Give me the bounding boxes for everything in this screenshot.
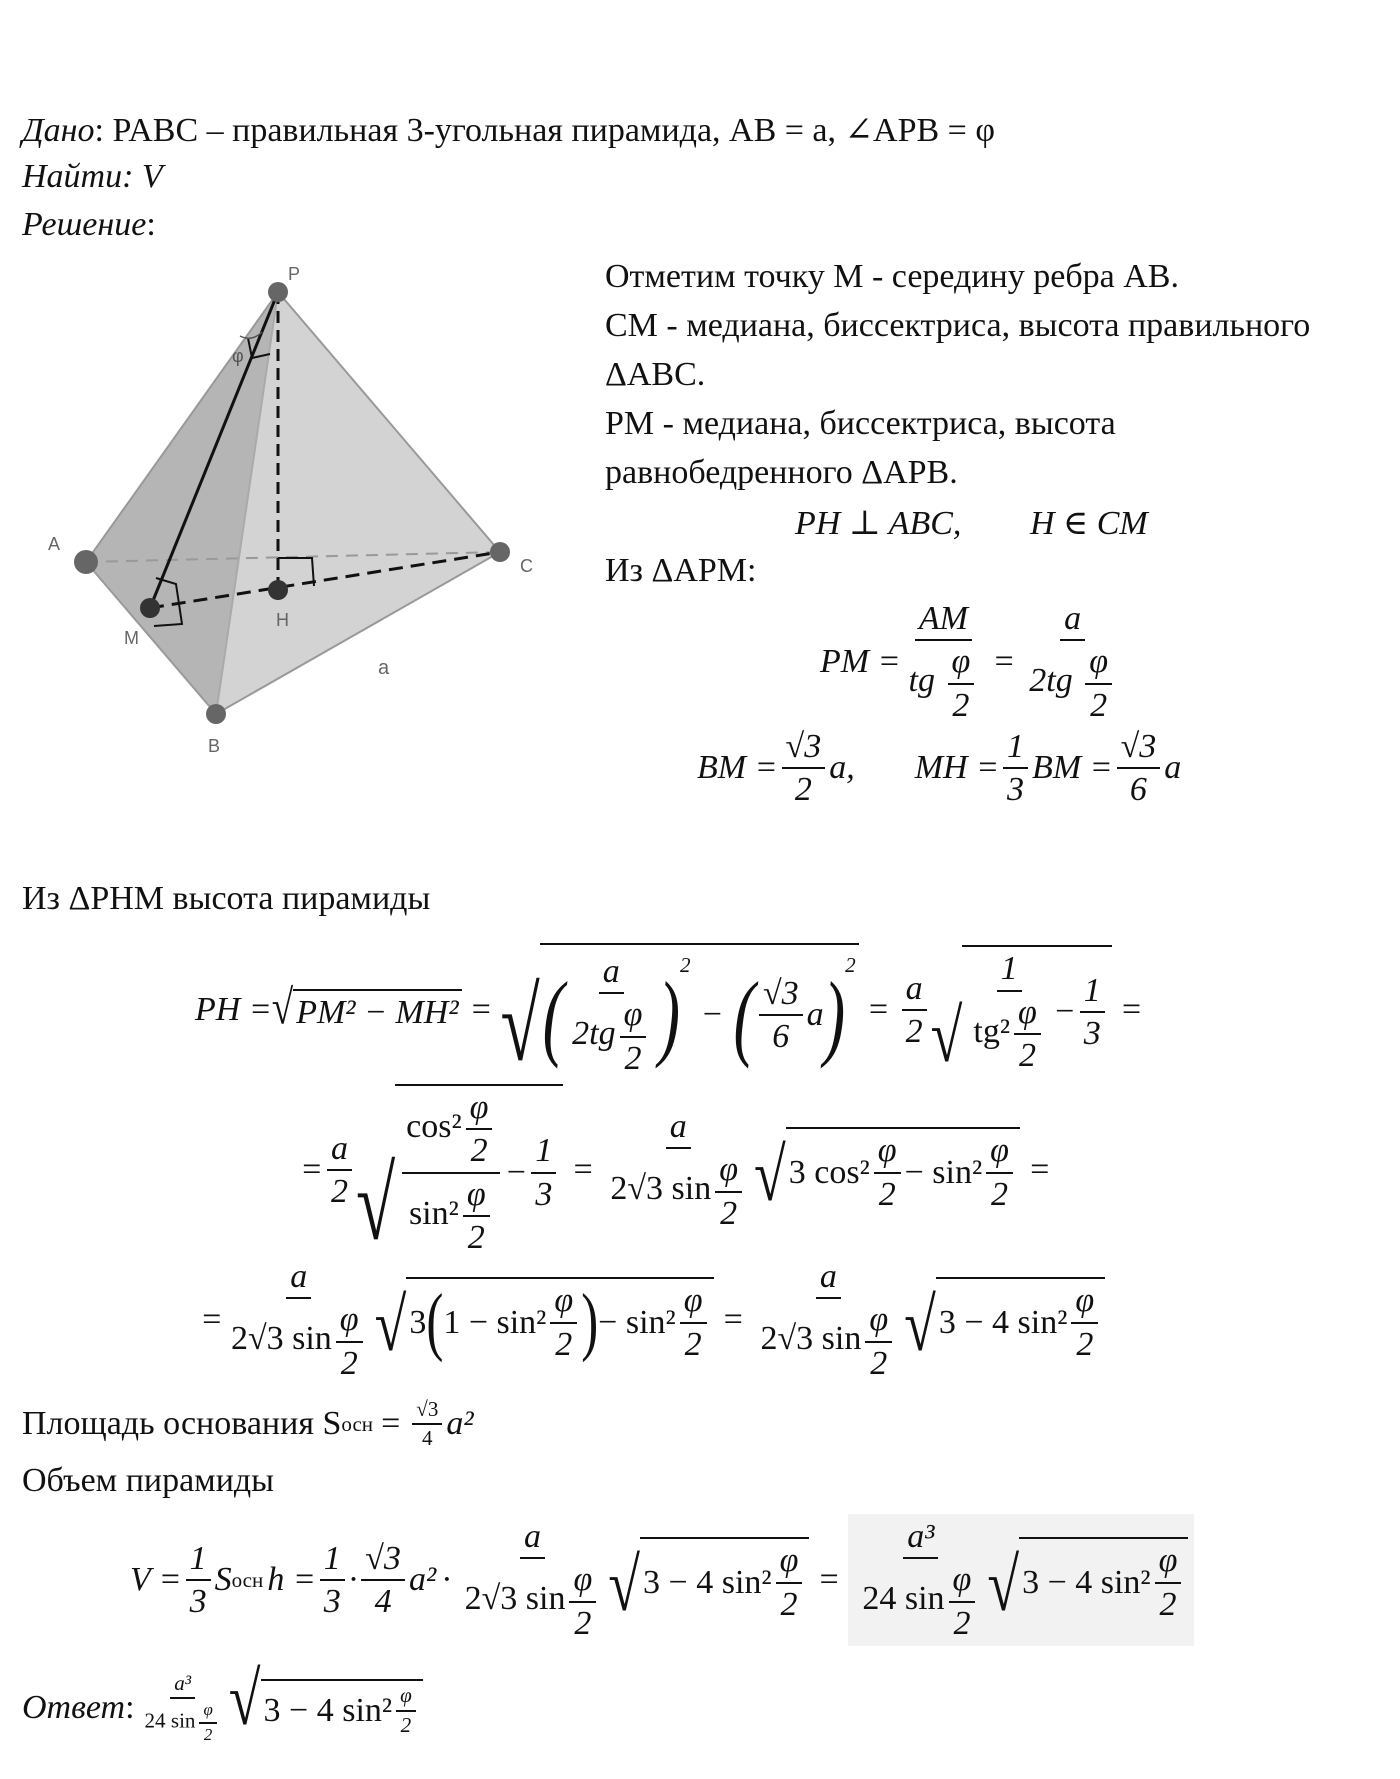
ph-root-2: √ ( a 2tg $\frac{\varphi}{2}$ ) 2 − ( $\frac{√3}{6}$ a ) 2 [500,943,858,1077]
ph-lhs: PH = [195,991,272,1028]
label-h: H [276,610,289,630]
vertex-p [268,282,288,302]
bm-frac: $\frac{√3}{2}$ [782,728,826,809]
label-b: B [208,736,221,756]
vertex-c [490,542,510,562]
find-line [22,158,163,196]
given-line [22,110,995,150]
solution-text: : [146,206,156,243]
phm-line: Из ΔPHM высота пирамиды [22,880,431,917]
ph-formula-1: PH = √ PM² − MH² = √ ( a 2tg $\frac{\varphi}{2}$ ) 2 − ( $\frac{√3}{6}$ a ) 2 = $\frac{a}{2}$ √ 1 tg² $\frac{\varphi}{2}$ − $\frac{1}{3}$ = [195,935,1143,1085]
answer-root: √ 3 − 4 sin² $\frac{\varphi}{2}$ [229,1679,423,1737]
base-area-text: Площадь основания S [22,1405,342,1443]
base-area-line: Площадь основания S осн = $\frac{√3}{4}$ a² [22,1397,474,1451]
label-m: M [124,628,139,648]
given-text: : PABC – правильная 3-угольная пирамида, AB = a, ∠APB = φ [94,112,995,149]
label-a-side: a [378,657,390,679]
right-line-7: Из ΔAPM: [605,552,757,589]
pm-frac-1-num: AM [915,600,972,641]
right-line-3: ΔABC. [605,356,706,393]
ph-formula-2: = $\frac{a}{2}$ √ cos² $\frac{\varphi}{2}$ sin² $\frac{\varphi}{2}$ − $\frac{1}{3}$ = a 2√3 sin $\frac{\varphi}{2}$ √ 3 cos² $\frac{\varphi}{2}$ − sin² $\frac{\varphi}{2}$ = [300,1100,1051,1240]
ph-root-1: √ PM² − MH² [272,989,462,1032]
pm-lhs: PM = [820,643,901,681]
vertex-a [74,550,98,574]
right-line-4: PM - медиана, биссектриса, высота [605,405,1116,442]
right-line-2: CM - медиана, биссектриса, высота правильного [605,307,1311,344]
right-line-5: равнобедренного ΔAPB. [605,454,958,491]
solution-line [22,206,156,244]
find-label: Найти [22,158,123,195]
mh-bm: BM = [1032,749,1113,787]
pm-frac-1-den: tg $\frac{\varphi}{2}$ [905,641,983,724]
pm-frac-2-den: 2tg $\frac{\varphi}{2}$ [1025,641,1120,724]
volume-formula: V = $\frac{1}{3}$ S осн h = $\frac{1}{3}$ · $\frac{√3}{4}$ a² · a 2√3 sin $\frac{\varphi}{2}$ √ 3 − 4 sin² $\frac{\varphi}{2}$ = a³ 24 sin $\frac{\varphi}{2}$ √ 3 − 4 sin² $\frac{\varphi}{2}$ [130,1515,1194,1645]
label-p: P [288,264,301,284]
mh-frac: $\frac{1}{3}$ [1003,728,1028,809]
vertex-b [206,704,226,724]
volume-line: Объем пирамиды [22,1462,275,1499]
right-line-6a: PH ⊥ ABC, [795,505,962,542]
pm-formula [820,600,1124,724]
ph-formula-3: = a 2√3 sin $\frac{\varphi}{2}$ √ 3 ( 1 − sin² $\frac{\varphi}{2}$ ) − sin² $\frac{\varphi}{2}$ = a 2√3 sin $\frac{\varphi}{2}$ √ 3 − 4 sin² $\frac{\varphi}{2}$ [200,1255,1105,1385]
solution-label: Решение [22,206,147,243]
volume-result: a³ 24 sin $\frac{\varphi}{2}$ √ 3 − 4 sin² $\frac{\varphi}{2}$ [848,1514,1194,1646]
pm-eq: = [992,643,1016,681]
vertex-h [268,580,288,600]
given-label: Дано [22,112,95,149]
label-phi: φ [232,346,244,366]
right-line-6b: H ∈ CM [1030,505,1148,542]
answer-label: Ответ [22,1689,126,1727]
bm-rhs: a, [829,749,855,787]
pm-frac-1 [905,600,983,724]
find-text: : V [122,158,163,195]
pyramid-figure [30,264,590,840]
pm-frac-2 [1025,600,1120,724]
answer-line: Ответ : a³ 24 sin $\frac{\varphi}{2}$ √ 3 − 4 sin² $\frac{\varphi}{2}$ [22,1672,423,1744]
pm-frac-2-num: a [1060,600,1085,641]
bm-lhs: BM = [697,749,778,787]
mh-lhs: MH = [914,749,1000,787]
label-c: C [520,556,533,576]
vertex-m [140,598,160,618]
mh-frac-2: $\frac{√3}{6}$ [1117,728,1161,809]
bm-formula: BM = $\frac{√3}{2}$ a, MH = $\frac{1}{3}$ BM = $\frac{√3}{6}$ a [697,728,1182,809]
label-a: A [48,534,61,554]
right-line-1: Отметим точку M - середину ребра AB. [605,258,1179,295]
